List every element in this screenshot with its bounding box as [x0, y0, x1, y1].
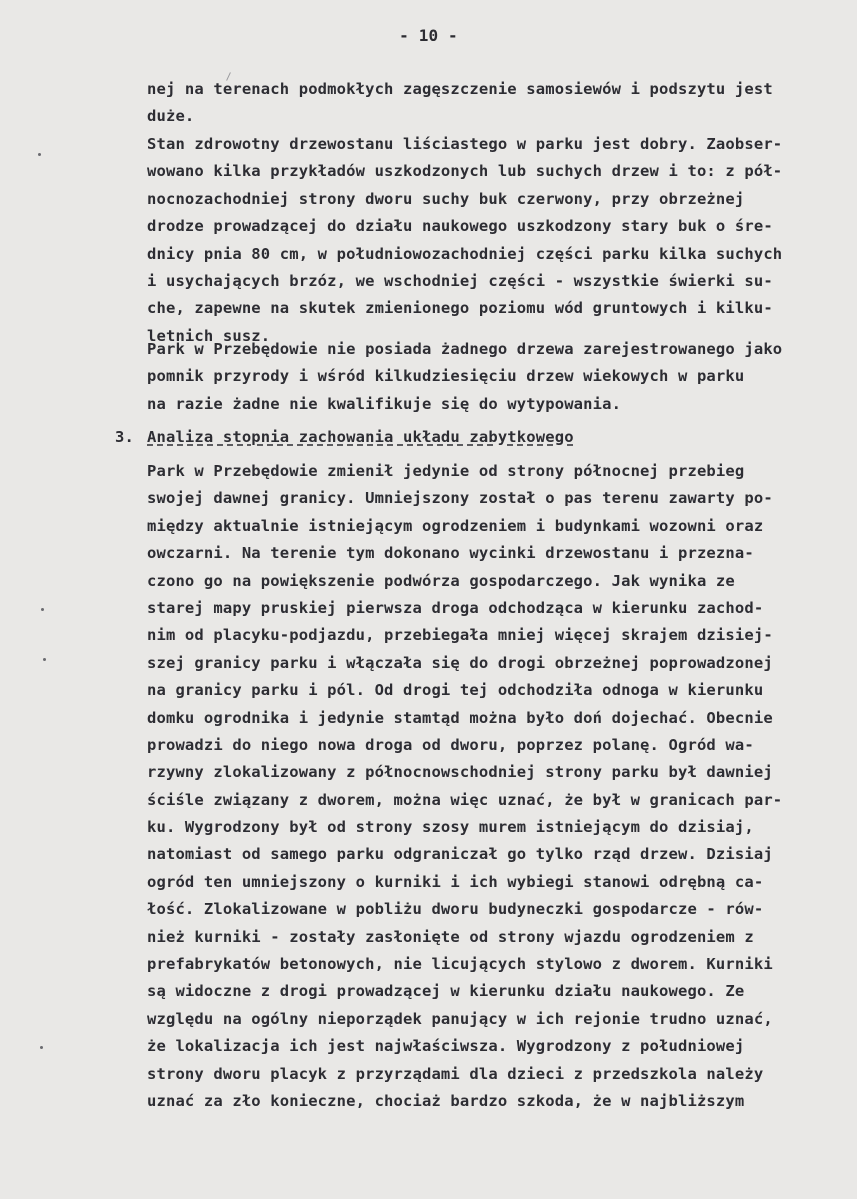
section-number: 3.: [115, 428, 134, 446]
text-line: drodze prowadzącej do działu naukowego uszkodzony stary buk o śre-: [147, 217, 773, 236]
text-line: względu na ogólny nieporządek panujący w ich rejonie trudno uznać,: [147, 1009, 773, 1028]
text-line: starej mapy pruskiej pierwsza droga odchodząca w kierunku zachod-: [147, 598, 764, 617]
margin-dot: [43, 658, 46, 661]
text-line: ku. Wygrodzony był od strony szosy murem istniejącym do dzisiaj,: [147, 818, 754, 837]
text-line: natomiast od samego parku odgraniczał go tylko rząd drzew. Dzisiaj: [147, 845, 773, 864]
text-line: prefabrykatów betonowych, nie licujących stylowo z dworem. Kurniki: [147, 955, 773, 974]
text-line: rzywny zlokalizowany z północnowschodniej strony parku był dawniej: [147, 763, 773, 782]
text-line: Park w Przebędowie nie posiada żadnego drzewa zarejestrowanego jako: [147, 340, 783, 358]
text-line: letnich susz.: [147, 326, 271, 345]
text-line: na razie żadne nie kwalifikuje się do wytypowania.: [147, 394, 622, 413]
text-line: domku ogrodnika i jedynie stamtąd można było doń dojechać. Obecnie: [147, 708, 773, 727]
paragraph-3: [147, 336, 837, 418]
text-line: Stan zdrowotny drzewostanu liściastego w parku jest dobry. Zaobser-: [147, 135, 783, 153]
text-line: che, zapewne na skutek zmienionego poziomu wód gruntowych i kilku-: [147, 299, 773, 318]
text-line: czono go na powiększenie podwórza gospodarczego. Jak wynika ze: [147, 571, 735, 590]
text-line: że lokalizacja ich jest najwłaściwsza. Wygrodzony z południowej: [147, 1037, 745, 1056]
text-line: nież kurniki - zostały zasłonięte od strony wjazdu ogrodzeniem z: [147, 927, 754, 946]
text-line: szej granicy parku i włączała się do drogi obrzeżnej poprowadzonej: [147, 653, 773, 672]
section-heading: [115, 424, 574, 451]
text-line: swojej dawnej granicy. Umniejszony został o pas terenu zawarty po-: [147, 489, 773, 508]
text-line: wowano kilka przykładów uszkodzonych lub suchych drzew i to: z pół-: [147, 162, 783, 181]
text-line: i usychających brzóz, we wschodniej części - wszystkie świerki su-: [147, 271, 773, 290]
text-line: uznać za zło konieczne, chociaż bardzo szkoda, że w najbliższym: [147, 1091, 745, 1110]
text-line: strony dworu placyk z przyrządami dla dzieci z przedszkola należy: [147, 1064, 764, 1083]
text-line: na granicy parku i pól. Od drogi tej odchodziła odnoga w kierunku: [147, 681, 764, 700]
paragraph-2: [147, 131, 837, 350]
margin-dot: [40, 1046, 43, 1049]
page-number: - 10 -: [399, 26, 458, 45]
margin-dot: [41, 608, 44, 611]
text-line: nim od placyku-podjazdu, przebiegała mniej więcej skrajem dzisiej-: [147, 626, 773, 645]
text-line: są widoczne z drogi prowadzącej w kierunku działu naukowego. Ze: [147, 982, 745, 1001]
text-line: Park w Przebędowie zmienił jedynie od strony północnej przebieg: [147, 462, 745, 480]
text-line: między aktualnie istniejącym ogrodzeniem i budynkami wozowni oraz: [147, 516, 764, 535]
margin-dot: [38, 153, 41, 156]
paragraph-4: [147, 458, 837, 1115]
paragraph-1: [147, 76, 837, 131]
text-line: nocnozachodniej strony dworu suchy buk czerwony, przy obrzeżnej: [147, 189, 745, 208]
text-line: duże.: [147, 107, 195, 126]
text-line: pomnik przyrody i wśród kilkudziesięciu drzew wiekowych w parku: [147, 367, 745, 386]
text-line: ściśle związany z dworem, można więc uznać, że był w granicach par-: [147, 790, 783, 809]
text-line: ogród ten umniejszony o kurniki i ich wybiegi stanowi odrębną ca-: [147, 872, 764, 891]
text-line: prowadzi do niego nowa droga od dworu, poprzez polanę. Ogród wa-: [147, 735, 754, 754]
text-line: łość. Zlokalizowane w pobliżu dworu budyneczki gospodarcze - rów-: [147, 900, 764, 919]
text-line: owczarni. Na terenie tym dokonano wycinki drzewostanu i przezna-: [147, 544, 754, 563]
text-line: dnicy pnia 80 cm, w południowozachodniej części parku kilka suchych: [147, 244, 783, 263]
section-title: Analiza stopnia zachowania układu zabytkowego: [147, 428, 574, 446]
text-line: nej na terenach podmokłych zagęszczenie samosiewów i podszytu jest: [147, 80, 773, 98]
